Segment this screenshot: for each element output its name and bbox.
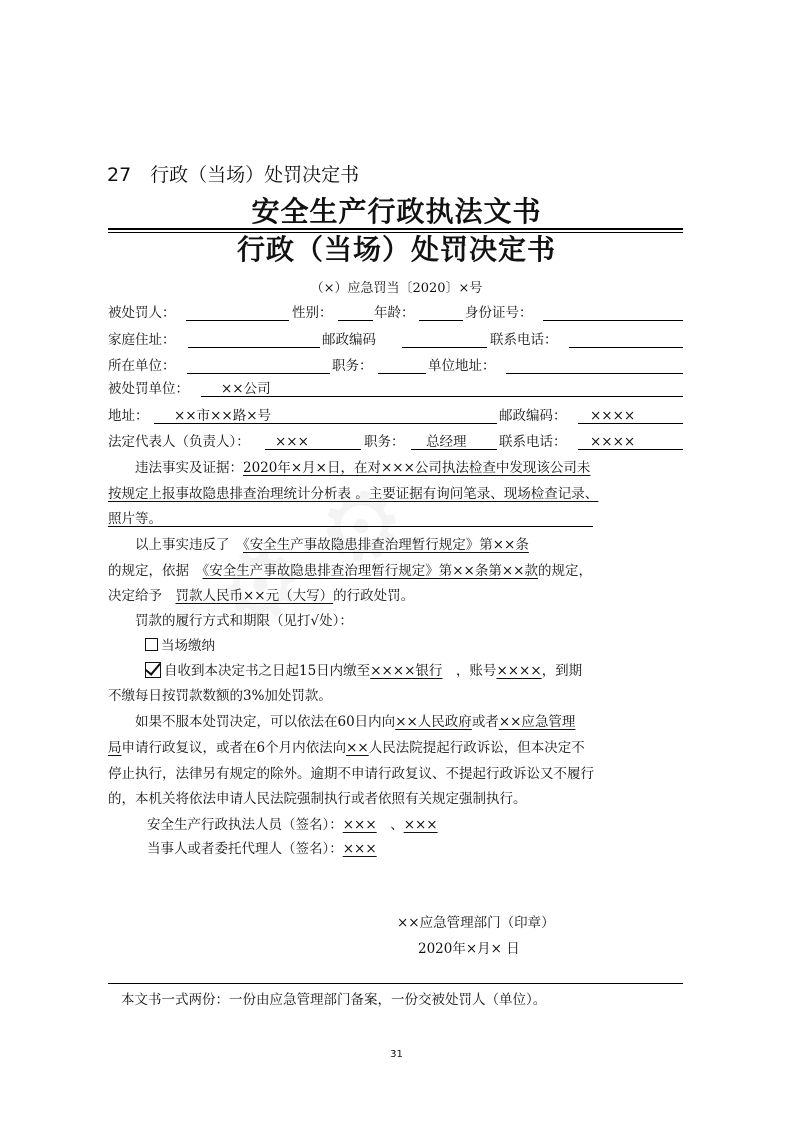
violation-p3: 的规定， xyxy=(538,563,592,579)
row-punished-person xyxy=(108,303,683,323)
field-legal-rep: ××× xyxy=(275,434,309,450)
appeal-a2: 或者 xyxy=(471,714,499,730)
payment-bank: ××××银行 xyxy=(370,663,443,679)
field-age[interactable] xyxy=(419,320,463,321)
issuer-org: ××应急管理部门（印章） xyxy=(397,915,555,931)
field-gender[interactable] xyxy=(338,320,373,321)
violation-p2: 的规定，依据 xyxy=(108,563,189,579)
label-position2: 职务： xyxy=(364,434,405,450)
field-home-address[interactable] xyxy=(188,347,320,348)
checkbox-onsite[interactable] xyxy=(145,638,158,651)
appeal-dept2: 局 xyxy=(108,740,122,756)
label-position: 职务： xyxy=(332,358,373,374)
officer-2[interactable]: ××× xyxy=(403,817,438,833)
label-gender: 性别： xyxy=(292,305,333,321)
label-postcode: 邮政编码 xyxy=(322,332,376,348)
footer-rule xyxy=(108,983,683,984)
row-address xyxy=(108,406,683,426)
facts-line1-rest: ，在对×××公司执法检查中发现该公司未 xyxy=(340,460,591,476)
label-punished-person: 被处罚人： xyxy=(108,305,176,321)
officer-label: 安全生产行政执法人员（签名）： xyxy=(147,817,343,833)
row-legal-rep xyxy=(108,432,683,452)
facts-date: 2020年×月×日 xyxy=(243,460,341,476)
appeal-gov: ××人民政府 xyxy=(395,714,472,730)
label-punished-unit: 被处罚单位： xyxy=(108,381,189,397)
appeal-court: ×× xyxy=(346,740,369,756)
facts-label: 违法事实及证据： xyxy=(135,460,243,476)
officer-separator: 、 xyxy=(390,817,404,833)
appeal-line-2 xyxy=(108,738,585,758)
footer-note: 本文书一式两份：一份由应急管理部门备案，一份交被处罚人（单位）。 xyxy=(121,992,547,1008)
label-home-address: 家庭住址： xyxy=(108,332,176,348)
document-title-sub: 行政（当场）处罚决定书 xyxy=(236,233,556,266)
issuer-date: 2020年×月× 日 xyxy=(418,941,520,957)
field-work-unit[interactable] xyxy=(187,373,330,374)
label-id-number: 身份证号： xyxy=(465,305,533,321)
field-postcode2: ×××× xyxy=(590,408,636,424)
payment-option-1-label: 当场缴纳 xyxy=(161,638,215,654)
field-id-number[interactable] xyxy=(543,320,683,321)
document-number: （×）应急罚当〔2020〕×号 xyxy=(310,281,483,296)
field-position[interactable] xyxy=(378,373,426,374)
row-work-unit xyxy=(108,356,683,376)
payment-option-2c: ，到期 xyxy=(541,663,583,679)
party-label: 当事人或者委托代理人（签名）： xyxy=(147,841,343,857)
payment-option-2a: 自收到本决定书之日起15日内缴至 xyxy=(164,663,371,679)
field-punished-unit-line xyxy=(201,396,683,397)
label-phone2: 联系电话： xyxy=(499,434,567,450)
payment-late-fee: 不缴每日按罚款数额的3%加处罚款。 xyxy=(108,688,332,704)
appeal-a3: 申请行政复议，或者在6个月内依法向 xyxy=(121,740,347,756)
party-signature[interactable]: ××× xyxy=(342,841,377,857)
violation-p5: 的行政处罚。 xyxy=(333,588,415,604)
label-address: 地址： xyxy=(108,408,149,424)
section-heading: 27 行政（当场）处罚决定书 xyxy=(107,164,360,186)
payment-option-2b: ，账号 xyxy=(455,663,497,679)
checkbox-bank-transfer[interactable] xyxy=(145,662,161,678)
label-phone: 联系电话： xyxy=(490,332,558,348)
appeal-line-3: 停止执行，法律另有规定的除外。逾期不申请行政复议、不提起行政诉讼又不履行 xyxy=(108,766,594,782)
page-number: 31 xyxy=(390,1049,403,1060)
label-legal-rep: 法定代表人（负责人）： xyxy=(108,434,250,450)
label-unit-address: 单位地址： xyxy=(428,358,496,374)
appeal-a4: 人民法院提起行政诉讼，但本决定不 xyxy=(368,740,585,756)
violation-regulation: 《安全生产事故隐患排查治理暂行规定》第××条 xyxy=(243,537,529,553)
violation-p1: 以上事实违反了 xyxy=(135,537,230,553)
payment-account: ×××× xyxy=(496,663,542,679)
field-phone[interactable] xyxy=(569,347,683,348)
payment-option-2 xyxy=(145,661,582,681)
row-home-address xyxy=(108,330,683,350)
violation-penalty: 罚款人民币××元（大写） xyxy=(175,588,334,604)
facts-line3-underline xyxy=(108,526,593,527)
officer-1[interactable]: ××× xyxy=(342,817,377,833)
label-postcode2: 邮政编码： xyxy=(499,408,567,424)
field-punished-unit: ××公司 xyxy=(221,381,271,397)
facts-line-1 xyxy=(108,458,590,478)
field-postcode[interactable] xyxy=(402,347,487,348)
document-title-main: 安全生产行政执法文书 xyxy=(251,195,542,228)
violation-line-1 xyxy=(108,535,529,555)
label-work-unit: 所在单位： xyxy=(108,358,176,374)
violation-line-2 xyxy=(108,561,592,581)
facts-line3-text: 照片等。 xyxy=(108,511,162,527)
appeal-line-4: 的，本机关将依法申请人民法院强制执行或者依照有关规定强制执行。 xyxy=(108,791,527,807)
appeal-dept: ××应急管理 xyxy=(498,714,576,730)
label-age: 年龄： xyxy=(374,305,415,321)
appeal-line-1 xyxy=(108,712,575,732)
field-punished-person[interactable] xyxy=(186,320,289,321)
payment-option-1 xyxy=(145,636,215,656)
signature-officers xyxy=(147,815,438,835)
payment-intro: 罚款的履行方式和期限（见打√处）： xyxy=(135,613,353,629)
signature-party xyxy=(147,839,377,859)
facts-line-2: 按规定上报事故隐患排查治理统计分析表 。主要证据有询问笔录、现场检查记录、 xyxy=(108,486,599,502)
field-position2: 总经理 xyxy=(426,434,467,450)
violation-p4: 决定给予 xyxy=(108,588,162,604)
violation-basis: 《安全生产事故隐患排查治理暂行规定》第××条第××款 xyxy=(202,563,538,579)
violation-line-3 xyxy=(108,586,414,606)
field-unit-address[interactable] xyxy=(506,373,683,374)
appeal-a1: 如果不服本处罚决定，可以依法在60日内向 xyxy=(135,714,396,730)
field-address: ××市××路×号 xyxy=(174,408,272,424)
row-punished-unit xyxy=(108,379,683,399)
field-phone2: ×××× xyxy=(590,434,636,450)
